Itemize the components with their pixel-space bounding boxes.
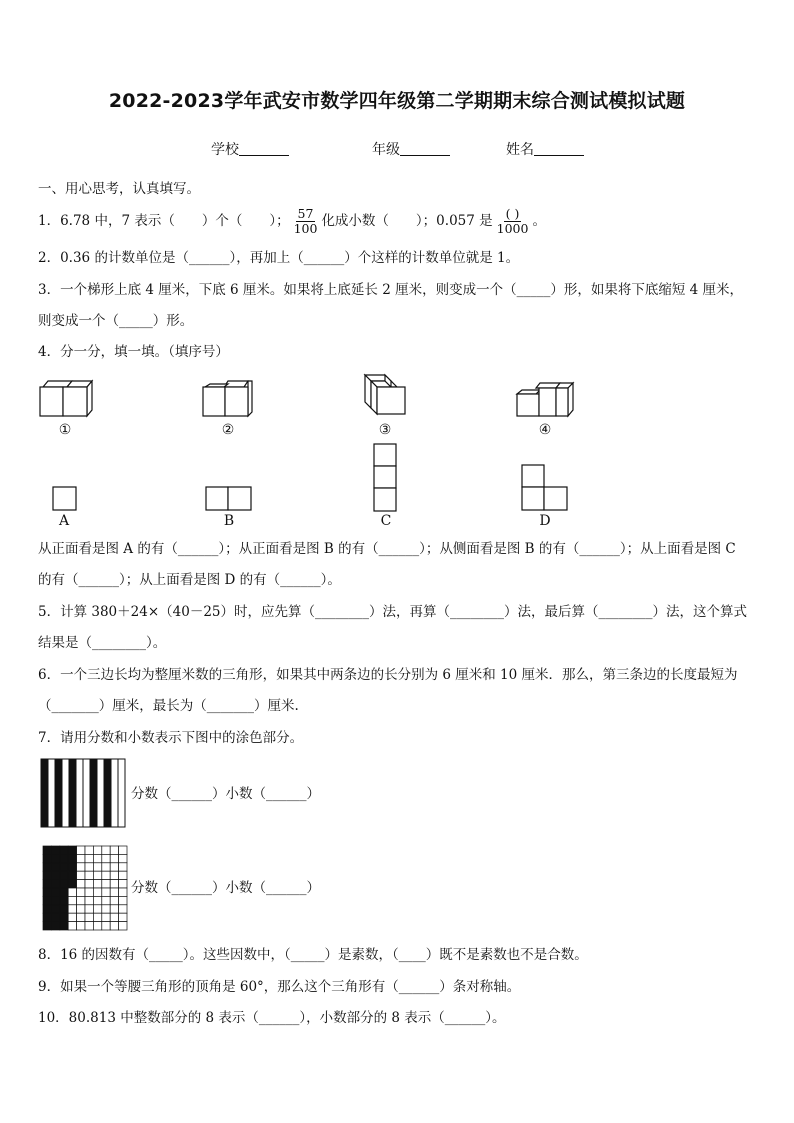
grade-blank[interactable] <box>400 141 450 156</box>
grid-cell <box>119 880 127 888</box>
grid-cell <box>68 905 76 913</box>
grid-cell <box>102 922 110 930</box>
grid-cell <box>110 922 118 930</box>
grid-cell <box>102 854 110 862</box>
hundred-grid-figure <box>42 845 128 931</box>
grid-cell <box>51 846 59 854</box>
question-3-line-2: 则变成一个（_____）形。 <box>38 313 194 329</box>
grid-cell <box>85 863 93 871</box>
question-3-line-1: 3．一个梯形上底 4 厘米，下底 6 厘米。如果将上底延长 2 厘米，则变成一个（_____）形，如果将下底缩短 4 厘米， <box>38 282 744 298</box>
grid-cell <box>93 896 101 904</box>
grid-cell <box>43 896 51 904</box>
grid-cell <box>60 913 68 921</box>
question-10: 10．80.813 中整数部分的 8 表示（______），小数部分的 8 表示（______）。 <box>38 1010 506 1026</box>
question-5-line-2: 结果是（________）。 <box>38 635 167 651</box>
grid-cell <box>110 863 118 871</box>
grid-cell <box>68 888 76 896</box>
section-heading: 一、用心思考，认真填写。 <box>38 181 200 197</box>
question-4-line-2: 的有（______）；从上面看是图 D 的有（______）。 <box>38 572 341 588</box>
grid-cell <box>68 854 76 862</box>
figure-label-2: ② <box>221 422 235 438</box>
name-blank[interactable] <box>534 141 584 156</box>
cube-figure-2 <box>200 378 256 418</box>
grid-cell <box>93 913 101 921</box>
grid-cell <box>93 905 101 913</box>
grid-cell <box>93 871 101 879</box>
grid-cell <box>119 905 127 913</box>
grid-cell <box>110 913 118 921</box>
question-4-line-1: 从正面看是图 A 的有（______）；从正面看是图 B 的有（______）；从侧面看是图 B 的有（______）；从上面看是图 C <box>38 541 736 557</box>
grid-cell <box>85 913 93 921</box>
view-c <box>373 443 399 513</box>
grid-cell <box>85 854 93 862</box>
grid-cell <box>60 896 68 904</box>
grid-cell <box>85 888 93 896</box>
grid-cell <box>93 854 101 862</box>
grid-cell <box>43 905 51 913</box>
cube-figure-4 <box>514 378 576 418</box>
grid-cell <box>119 863 127 871</box>
grid-cell <box>60 854 68 862</box>
grid-cell <box>93 922 101 930</box>
grid-cell <box>102 846 110 854</box>
grid-cell <box>68 846 76 854</box>
figure-label-4: ④ <box>538 422 552 438</box>
grid-cell <box>110 854 118 862</box>
striped-bar-figure <box>40 758 128 830</box>
grid-cell <box>51 913 59 921</box>
grid-cell <box>77 896 85 904</box>
question-5-line-1: 5．计算 380＋24×（40－25）时，应先算（________）法，再算（________）法，最后算（________）法，这个算式 <box>38 604 747 620</box>
grid-cell <box>85 905 93 913</box>
figure-label-1: ① <box>58 422 72 438</box>
grid-cell <box>51 888 59 896</box>
grid-cell <box>85 846 93 854</box>
grid-cell <box>60 846 68 854</box>
grid-cell <box>119 871 127 879</box>
grid-cell <box>43 880 51 888</box>
grid-cell <box>43 913 51 921</box>
grid-cell <box>60 880 68 888</box>
grid-cell <box>77 905 85 913</box>
grid-cell <box>43 871 51 879</box>
view-a <box>52 486 78 512</box>
name-field: 姓名 <box>506 139 584 159</box>
grid-cell <box>43 888 51 896</box>
grid-cell <box>85 922 93 930</box>
grid-cell <box>102 880 110 888</box>
grid-cell <box>43 863 51 871</box>
grid-cell <box>119 896 127 904</box>
grid-cell <box>102 871 110 879</box>
grid-cell <box>43 854 51 862</box>
grid-cell <box>93 888 101 896</box>
grid-cell <box>77 863 85 871</box>
grid-cell <box>68 871 76 879</box>
view-label-b: B <box>223 513 235 529</box>
grid-cell <box>119 922 127 930</box>
grid-cell <box>51 905 59 913</box>
grid-cell <box>85 871 93 879</box>
question-7-row-1: 分数（______）小数（______） <box>131 786 320 802</box>
question-4-prompt: 4．分一分，填一填。（填序号） <box>38 344 229 360</box>
question-9: 9．如果一个等腰三角形的顶角是 60°，那么这个三角形有（______）条对称轴。 <box>38 979 521 995</box>
grid-cell <box>102 913 110 921</box>
grid-cell <box>77 922 85 930</box>
grid-cell <box>60 888 68 896</box>
grid-cell <box>43 922 51 930</box>
fraction-57-100: $\frac{57}{100}$ <box>293 205 318 236</box>
grid-cell <box>51 863 59 871</box>
view-label-a: A <box>58 513 70 529</box>
grid-cell <box>60 863 68 871</box>
grid-cell <box>51 871 59 879</box>
grid-cell <box>60 871 68 879</box>
grid-cell <box>85 896 93 904</box>
question-6-line-1: 6．一个三边长均为整厘米数的三角形，如果其中两条边的长分别为 6 厘米和 10 厘米．那么，第三条边的长度最短为 <box>38 667 738 683</box>
grid-cell <box>110 896 118 904</box>
grid-cell <box>119 913 127 921</box>
grid-cell <box>110 888 118 896</box>
cube-figure-3 <box>362 372 410 418</box>
grid-cell <box>51 896 59 904</box>
grid-cell <box>77 913 85 921</box>
grid-cell <box>85 880 93 888</box>
page-title: 2022-2023学年武安市数学四年级第二学期期末综合测试模拟试题 <box>108 90 686 112</box>
grid-cell <box>68 922 76 930</box>
view-d <box>521 464 569 512</box>
grid-cell <box>68 913 76 921</box>
grid-cell <box>68 863 76 871</box>
grid-cell <box>51 880 59 888</box>
grid-cell <box>43 846 51 854</box>
grid-cell <box>93 880 101 888</box>
grid-cell <box>119 888 127 896</box>
grid-cell <box>60 905 68 913</box>
grid-cell <box>110 905 118 913</box>
figure-label-3: ③ <box>378 422 392 438</box>
grid-cell <box>68 880 76 888</box>
grid-cell <box>77 846 85 854</box>
grid-cell <box>102 905 110 913</box>
grade-field: 年级 <box>372 139 450 159</box>
grid-cell <box>77 854 85 862</box>
fraction-blank-1000: $\frac{( )}{1000}$ <box>496 205 529 236</box>
grid-cell <box>110 846 118 854</box>
grid-cell <box>119 846 127 854</box>
grid-cell <box>51 854 59 862</box>
question-2: 2．0.36 的计数单位是（______），再加上（______）个这样的计数单位就是 1。 <box>38 250 520 266</box>
grid-cell <box>110 880 118 888</box>
cube-figure-1 <box>38 378 94 418</box>
question-7-prompt: 7．请用分数和小数表示下图中的涂色部分。 <box>38 730 304 746</box>
grid-cell <box>102 888 110 896</box>
grid-cell <box>77 871 85 879</box>
grid-cell <box>51 922 59 930</box>
view-label-c: C <box>380 513 392 529</box>
view-b <box>205 486 253 512</box>
grid-cell <box>119 854 127 862</box>
grid-cell <box>77 880 85 888</box>
grid-cell <box>93 863 101 871</box>
question-7-row-2: 分数（______）小数（______） <box>131 880 320 896</box>
question-1: 1．6.78 中，7 表示（ ）个（ ）； $\frac{57}{100}$ 化成小数（ ）；0.057 是 $\frac{( )}{1000}$ 。 <box>38 205 546 236</box>
grid-cell <box>102 863 110 871</box>
grid-cell <box>110 871 118 879</box>
question-8: 8．16 的因数有（_____）。这些因数中，（_____）是素数，（____）既不是素数也不是合数。 <box>38 947 588 963</box>
question-6-line-2: （_______）厘米，最长为（_______）厘米. <box>38 698 299 714</box>
grid-cell <box>60 922 68 930</box>
school-blank[interactable] <box>239 141 289 156</box>
grid-cell <box>93 846 101 854</box>
school-field: 学校 <box>211 139 289 159</box>
grid-cell <box>77 888 85 896</box>
view-label-d: D <box>539 513 551 529</box>
grid-cell <box>68 896 76 904</box>
grid-cell <box>102 896 110 904</box>
